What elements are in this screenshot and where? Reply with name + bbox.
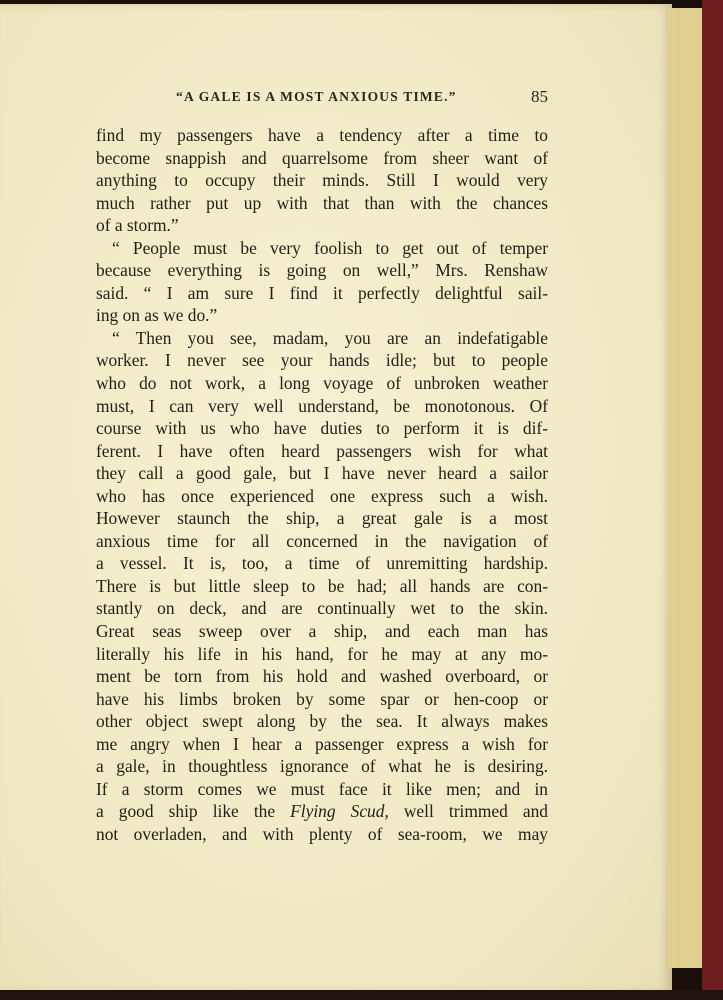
text-line: However staunch the ship, a great gale is a most	[96, 508, 548, 529]
text-line: ferent. I have often heard passengers wish for what	[96, 440, 548, 461]
text-line: become snappish and quarrelsome from sheer want of	[96, 147, 548, 168]
text-line: ing on as we do.”	[96, 305, 218, 326]
page-bottom-shadow	[0, 990, 723, 1000]
text-line: If a storm comes we must face it like men; and in	[96, 778, 548, 799]
body-text	[96, 124, 548, 846]
text-line: because everything is going on well,” Mrs. Renshaw	[96, 260, 548, 281]
text-line: a vessel. It is, too, a time of unremitting hardship.	[96, 553, 548, 574]
text-line: worker. I never see your hands idle; but to people	[96, 350, 548, 371]
text-segment: well trimmed and	[388, 801, 548, 822]
text-line: have his limbs broken by some spar or hen-coop or	[96, 688, 548, 709]
running-head	[96, 89, 548, 111]
text-line: they call a good gale, but I have never heard a sailor	[96, 463, 548, 484]
text-segment: a good ship like the	[96, 801, 291, 822]
text-line: There is but little sleep to be had; all hands are con-	[96, 575, 548, 596]
text-line: said. “ I am sure I find it perfectly delightful sail-	[96, 282, 548, 303]
text-line: Great seas sweep over a ship, and each man has	[96, 621, 548, 642]
text-line: anxious time for all concerned in the navigation of	[96, 530, 548, 551]
text-line: of a storm.”	[96, 215, 179, 236]
running-title: “A GALE IS A MOST ANXIOUS TIME.”	[176, 89, 457, 104]
text-line: must, I can very well understand, be monotonous. Of	[96, 395, 548, 416]
text-line: stantly on deck, and are continually wet to the skin.	[96, 598, 548, 619]
text-line: a gale, in thoughtless ignorance of what he is desiring.	[96, 756, 548, 777]
text-line: find my passengers have a tendency after a time to	[96, 125, 548, 145]
text-line: “ People must be very foolish to get out of temper	[112, 237, 548, 258]
ship-name: Flying Scud,	[290, 801, 389, 822]
page-number: 85	[531, 87, 548, 106]
text-line: who do not work, a long voyage of unbroken weather	[96, 373, 548, 394]
text-line: course with us who have duties to perform it is dif-	[96, 418, 548, 439]
text-line: other object swept along by the sea. It always makes	[96, 711, 548, 732]
page-edges	[668, 8, 706, 968]
text-line: “ Then you see, madam, you are an indefatigable	[112, 327, 548, 348]
text-line: who has once experienced one express such a wish.	[96, 485, 548, 506]
text-line: literally his life in his hand, for he may at any mo-	[96, 643, 548, 664]
text-line-ship-name	[96, 800, 548, 823]
text-line: me angry when I hear a passenger express a wish for	[96, 733, 548, 754]
book-cover-edge	[702, 0, 723, 1000]
text-line: ment be torn from his hold and washed overboard, or	[96, 666, 548, 687]
text-line: anything to occupy their minds. Still I would very	[96, 170, 548, 191]
text-line: not overladen, and with plenty of sea-room, we may	[96, 823, 548, 844]
text-line: much rather put up with that than with the chances	[96, 192, 548, 213]
